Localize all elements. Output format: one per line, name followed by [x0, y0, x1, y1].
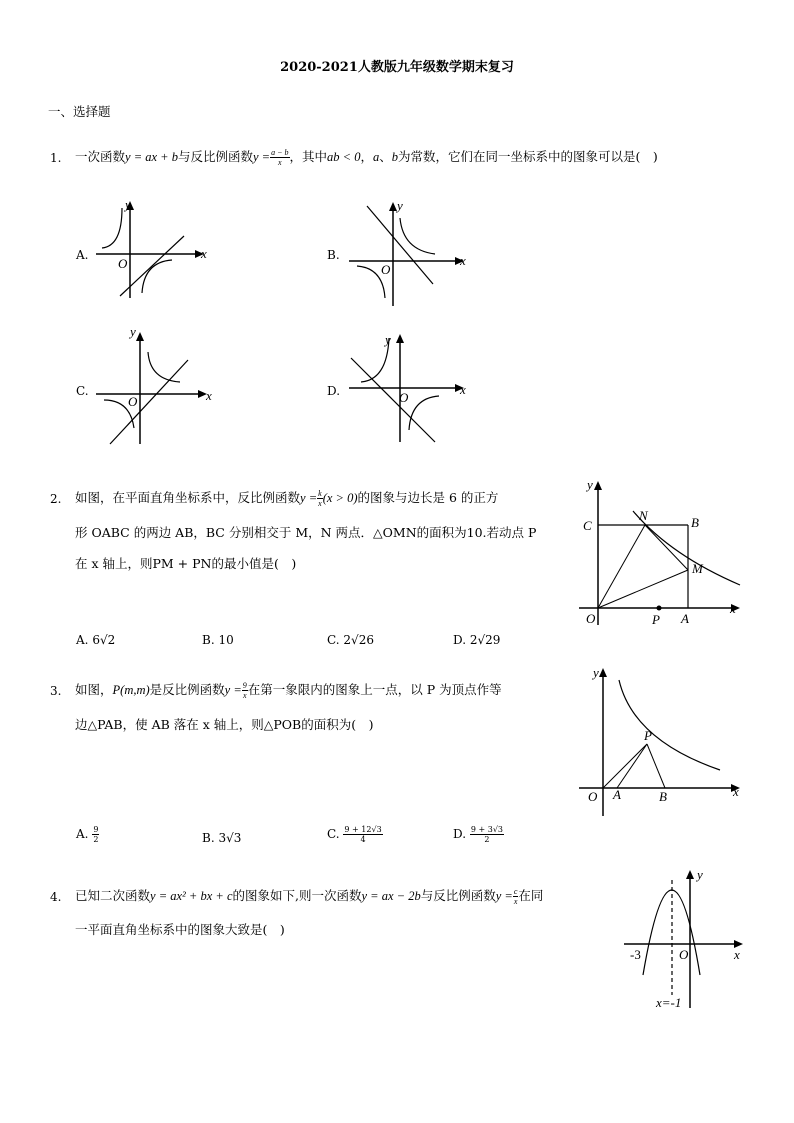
q3-option-a[interactable]: [76, 825, 99, 844]
q4-line1-d: 在同: [518, 888, 544, 903]
q2-frac-den: x: [318, 499, 322, 508]
q3-line1-c: 在第一象限内的图象上一点，以 P 为顶点作等: [247, 682, 502, 697]
q1-option-c-graph: [92, 320, 220, 448]
q2-line1-b: 的图象与边长是 6 的正方: [357, 490, 499, 505]
q4-frac-num: c: [513, 887, 518, 896]
q1d-x-label: x: [460, 382, 466, 397]
q1-option-a-graph: [92, 198, 212, 303]
q2-A-label: A: [681, 611, 689, 626]
q4-neg3-label: -3: [630, 947, 641, 962]
q3-frac-den: x: [243, 691, 247, 700]
q3-x-label: x: [733, 784, 739, 799]
q3-line2: 边△PAB，使 AB 落在 x 轴上，则△POB的面积为( ): [75, 717, 374, 732]
q2-line1: [75, 483, 498, 513]
q1-expr4: a: [372, 150, 380, 164]
q2-P-label: P: [652, 612, 660, 627]
q3-option-a-num: 9: [93, 825, 99, 834]
q1-number: 1.: [50, 151, 62, 165]
q1c-x-label: x: [206, 388, 212, 403]
q1a-origin: O: [118, 256, 128, 271]
q3-option-a-den: 2: [93, 835, 99, 844]
q3-option-d-frac: [470, 825, 504, 844]
q4-expr3: y =: [495, 889, 513, 903]
q4-line1-a: 已知二次函数: [75, 888, 151, 903]
q3-point: P(m,m): [112, 683, 150, 697]
q2-option-d-label: D.: [453, 633, 467, 647]
q2-option-c[interactable]: [327, 633, 374, 647]
q1-expr2-lhs: y =: [253, 150, 271, 164]
q2-x-label: x: [730, 601, 736, 616]
q3-option-b-value: 3√3: [218, 831, 242, 845]
q2-option-a-label: A.: [76, 633, 89, 647]
q1-text: [75, 142, 658, 172]
q3-option-c[interactable]: [327, 825, 383, 844]
q3-option-b-label: B.: [202, 831, 215, 845]
q1c-origin: O: [128, 394, 138, 409]
q1-frac-den: x: [278, 158, 282, 167]
q1-text-e: 、: [379, 149, 392, 164]
section-heading: 一、选择题: [48, 104, 111, 119]
q1-text-b: 与反比例函数: [177, 149, 253, 164]
q4-x-label: x: [734, 947, 740, 962]
q2-option-a-value: 6√2: [92, 633, 116, 647]
q3-expr: y =: [224, 683, 242, 697]
q4-line1-c: 与反比例函数: [420, 888, 496, 903]
q2-option-c-value: 2√26: [343, 633, 374, 647]
q1-frac-num: a − b: [271, 148, 289, 157]
q3-P-label: P: [644, 728, 652, 743]
q3-B-label: B: [659, 789, 667, 804]
q1-expr3: ab < 0: [327, 150, 361, 164]
q3-option-d[interactable]: [453, 825, 504, 844]
q3-figure: [575, 660, 750, 820]
q1-text-a: 一次函数: [75, 149, 126, 164]
q1c-y-label: y: [130, 324, 136, 339]
q2-line2: 形 OABC 的两边 AB，BC 分别相交于 M，N 两点．△OMN的面积为10.若动点 P: [75, 525, 537, 540]
q3-option-d-den: 2: [484, 835, 490, 844]
q1-expr1: y = ax + b: [125, 150, 178, 164]
q2-option-a[interactable]: [76, 633, 115, 647]
q2-C-label: C: [583, 518, 592, 533]
q1b-x-label: x: [460, 253, 466, 268]
q1b-origin: O: [381, 262, 391, 277]
q1d-y-label: y: [385, 332, 391, 347]
q4-frac-den: x: [513, 897, 518, 906]
q3-option-c-label: C.: [327, 827, 340, 841]
page-title: 2020-2021人教版九年级数学期末复习: [280, 60, 514, 75]
q1-fraction: [270, 148, 289, 167]
q4-line1: [75, 881, 543, 911]
q2-option-c-label: C.: [327, 633, 340, 647]
q3-option-b[interactable]: [202, 831, 241, 845]
q3-option-c-den: 4: [360, 835, 366, 844]
q2-figure: [575, 475, 745, 630]
q3-option-c-num: 9 + 12√3: [344, 825, 382, 834]
q4-axis-label: x=-1: [656, 995, 682, 1010]
q2-B-label: B: [691, 515, 699, 530]
q3-line1: [75, 675, 502, 705]
q2-y-label: y: [587, 477, 593, 492]
q1b-y-label: y: [397, 198, 403, 213]
q3-option-a-frac: [92, 825, 99, 844]
q2-option-b[interactable]: [202, 633, 234, 647]
q1-option-a-label[interactable]: A.: [76, 248, 89, 262]
q1-text-f: 为常数，它们在同一坐标系中的图象可以是( ): [398, 149, 658, 164]
q3-frac-num: 9: [242, 681, 247, 690]
q1-option-d-graph: [345, 330, 473, 445]
q3-O-label: O: [588, 789, 598, 804]
q2-option-b-label: B.: [202, 633, 215, 647]
q2-N-label: N: [639, 508, 648, 523]
q1-option-b-graph: [345, 198, 470, 308]
q3-option-a-label: A.: [76, 827, 89, 841]
q4-line2: 一平面直角坐标系中的图象大致是( ): [75, 922, 285, 937]
q3-line1-a: 如图，: [75, 682, 113, 697]
q3-number: 3.: [50, 684, 62, 698]
q4-expr2: y = ax − 2b: [361, 889, 421, 903]
q3-line1-b: 是反比例函数: [149, 682, 225, 697]
q1a-y-label: y: [125, 198, 131, 212]
q2-expr: y =: [300, 491, 318, 505]
q2-cond: (x > 0): [322, 491, 358, 505]
q2-frac-num: k: [318, 489, 322, 498]
q4-number: 4.: [50, 890, 62, 904]
q3-option-d-label: D.: [453, 827, 467, 841]
q4-line1-b: 的图象如下,则一次函数: [232, 888, 362, 903]
q3-A-label: A: [613, 787, 621, 802]
q2-line3: 在 x 轴上，则PM + PN的最小值是( ): [75, 556, 297, 571]
q3-option-c-frac: [343, 825, 382, 844]
q3-option-d-num: 9 + 3√3: [470, 825, 503, 834]
q2-option-b-value: 10: [218, 633, 234, 647]
q2-option-d[interactable]: [453, 633, 500, 647]
q4-O-label: O: [679, 947, 689, 962]
q1-text-c: ，其中: [289, 149, 328, 164]
q2-line1-a: 如图，在平面直角坐标系中，反比例函数: [75, 490, 301, 505]
q2-option-d-value: 2√29: [469, 633, 501, 647]
q1-option-c-label[interactable]: C.: [76, 384, 89, 398]
q2-O-label: O: [586, 611, 596, 626]
q1-option-b-label[interactable]: B.: [327, 248, 340, 262]
q4-y-label: y: [697, 867, 703, 882]
q1a-x-label: x: [201, 246, 207, 261]
q1d-origin: O: [399, 390, 409, 405]
q1-option-d-label[interactable]: D.: [327, 384, 341, 398]
q2-M-label: M: [692, 561, 703, 576]
q2-number: 2.: [50, 492, 62, 506]
q4-figure: [620, 865, 750, 1010]
q1-expr5: b: [391, 150, 398, 164]
q4-expr1: y = ax² + bx + c: [150, 889, 233, 903]
q1-text-d: ，: [360, 149, 373, 164]
q3-y-label: y: [593, 665, 599, 680]
